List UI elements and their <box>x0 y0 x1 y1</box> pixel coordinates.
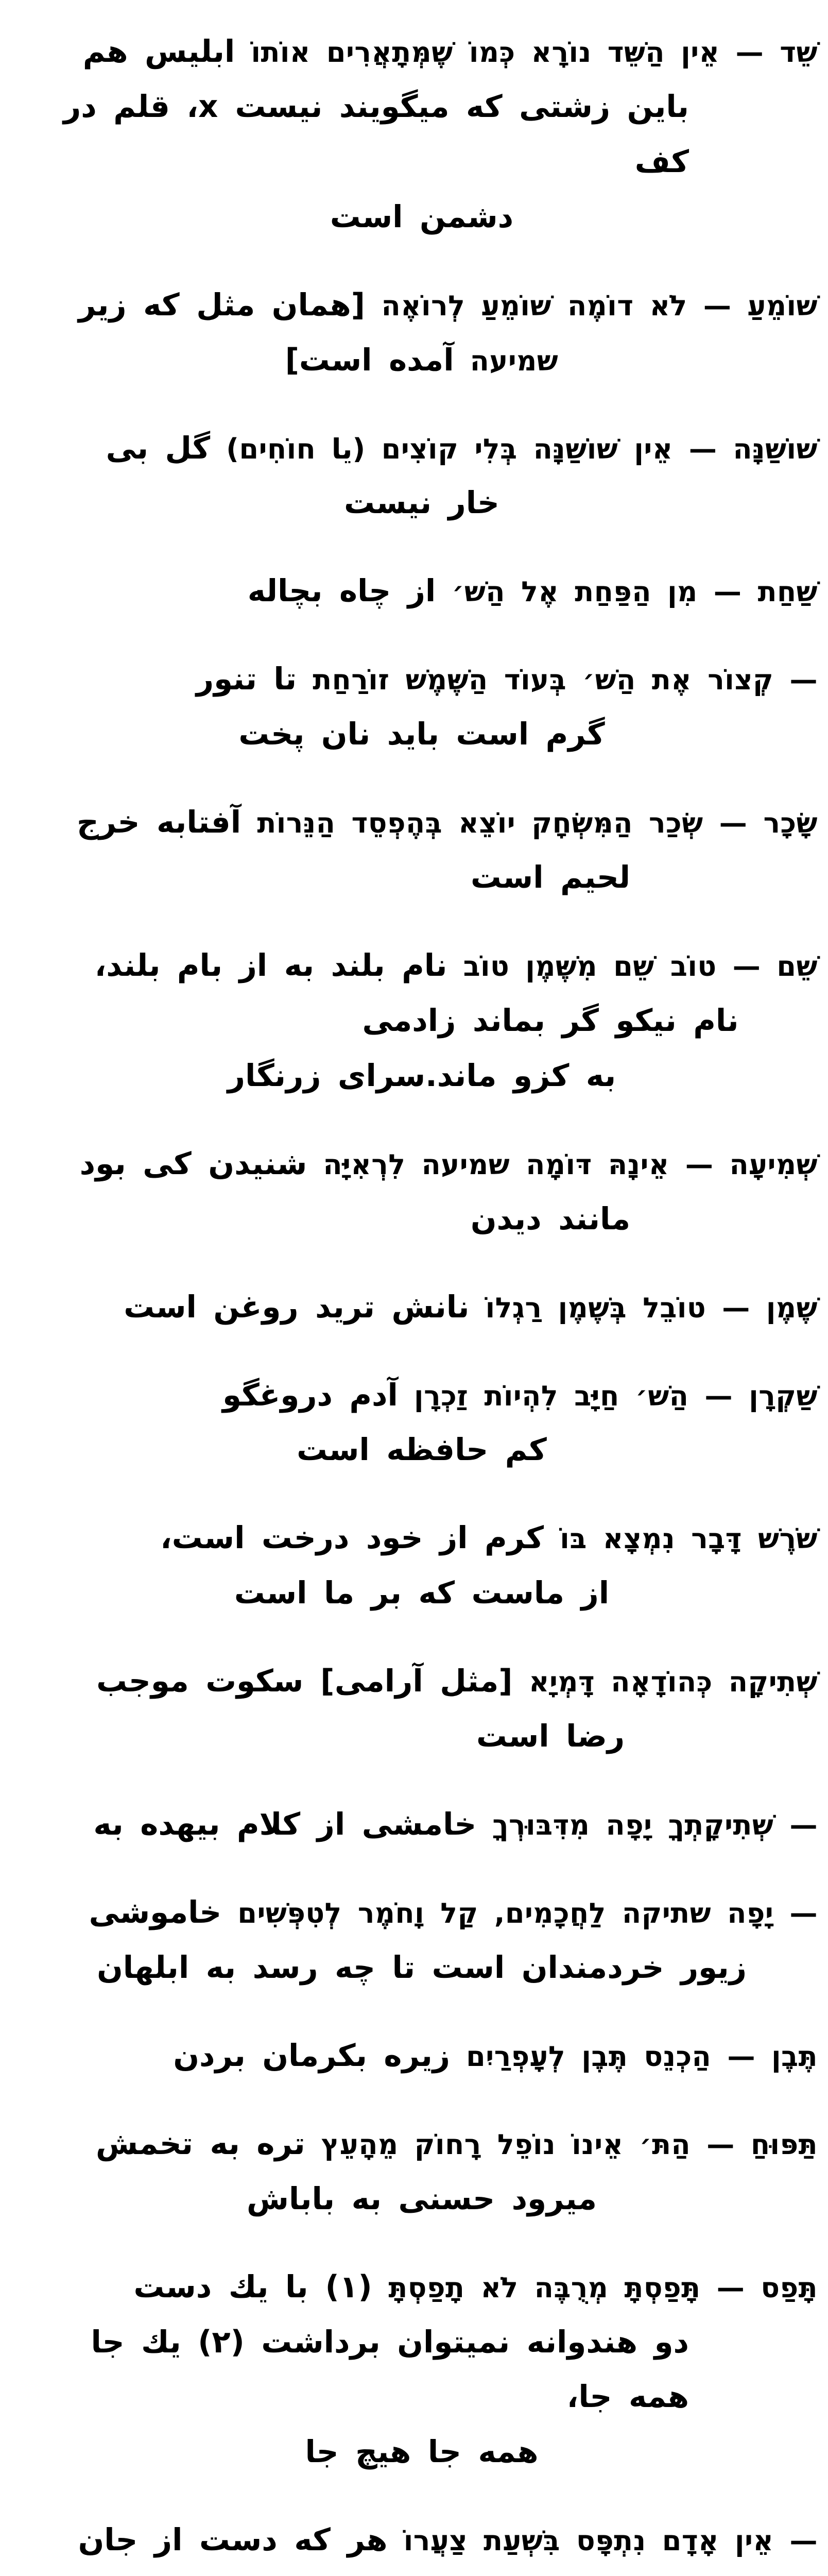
entry-line <box>26 939 818 994</box>
entry-line <box>26 333 818 388</box>
hebrew-text: שׁוֹמֵעַ — לֹא דוֹמֶה שׁוֹמֵעַ לְרוֹאֶה <box>381 289 818 322</box>
hebrew-text: שֵׁד — אֵין הַשֵּׁד נוֹרָא כְּמוֹ שֶׁמְּתָאֲרִים אוֹתוֹ <box>251 36 818 69</box>
entry-line <box>26 1423 818 1478</box>
hebrew-text: — יָפָה שתיקה לַחֲכָמִים, קַל וָחֹמֶר לְטִפְּשִׁים <box>237 1896 818 1929</box>
hebrew-text: — אֵין אָדָם נִתְפָּס בִּשְׁעַת צַעֲרוֹ <box>403 2524 818 2557</box>
hebrew-text: שְׁתִיקָה כְּהוֹדָאָה דָּמְיָא <box>529 1666 818 1699</box>
entry-line <box>26 2029 818 2084</box>
dictionary-entry <box>26 1368 818 1479</box>
hebrew-text: שֵׁם — טוֹב שֵׁם מִשֶּׁמֶן טוֹב <box>463 950 818 982</box>
entry-line <box>26 2425 818 2480</box>
dictionary-entry <box>26 2260 818 2481</box>
hebrew-text: תַּפּוּחַ — הַתּ׳ אֵינוֹ נוֹפֵל רָחוֹק מֵהָעֵץ <box>321 2128 818 2161</box>
persian-text: خامشى از كلام بيهده به <box>93 1807 477 1843</box>
entry-line <box>26 2117 818 2172</box>
dictionary-entry <box>26 564 818 619</box>
entry-line <box>26 795 818 851</box>
hebrew-text: שָׂכָר — שְׂכַר הַמִּשְׂחָק יוֹצֵא בְּהֶפְסֵד הַנֵּרוֹת <box>257 807 818 840</box>
persian-text: گل بى <box>106 430 211 466</box>
dictionary-entry <box>26 1511 818 1621</box>
entry-line <box>26 190 818 245</box>
persian-text: خار نيست <box>344 485 499 521</box>
persian-text: كم حافظه است <box>297 1432 547 1468</box>
hebrew-text: — שְׁתִיקָתְךָ יָפָה מִדִּבּוּרְךָ <box>492 1809 818 1842</box>
persian-text: تا تنور <box>196 662 297 698</box>
entry-line <box>26 1941 818 1996</box>
persian-text: كرم از خود درخت است، <box>160 1520 544 1556</box>
entry-line <box>154 851 828 906</box>
persian-text: باين زشتى كه ميگويند نيست x، قلم در كف <box>46 89 689 180</box>
persian-text: از چاه بچاله <box>247 573 436 609</box>
entry-line <box>26 1566 818 1621</box>
dictionary-entry <box>26 25 818 245</box>
entry-line <box>26 80 689 190</box>
hebrew-text: שַׁקְרָן — הַשׁ׳ חַיָּב לִהְיוֹת זַכְרָן <box>414 1379 818 1412</box>
dictionary-entry <box>26 1280 818 1335</box>
entry-line <box>26 278 818 333</box>
hebrew-text: תָּפַס — תָּפַסְתָּ מְרֻבֶּה לֹא תָפַסְתָּ <box>388 2271 818 2304</box>
hebrew-text: שמיעה <box>470 344 559 377</box>
entry-line <box>26 421 818 477</box>
hebrew-text: שֹׁרֶשׁ דָּבָר נִמְצָא בּוֹ <box>560 1522 818 1555</box>
persian-text: [مثل آرامى] سكوت موجب <box>96 1664 513 1700</box>
dictionary-entry <box>26 1886 818 1996</box>
dictionary-entry <box>26 1654 818 1765</box>
entry-line <box>26 1654 818 1709</box>
entry-line <box>26 564 818 619</box>
dictionary-entry <box>26 939 818 1104</box>
persian-text: نام نيكو گر بماند زادمى <box>362 1003 739 1039</box>
persian-text: دشمن است <box>330 199 514 235</box>
dictionary-entry <box>26 278 818 388</box>
entry-line <box>26 2172 818 2227</box>
persian-text: از ماست كه بر ما است <box>234 1575 610 1612</box>
entry-line <box>26 707 818 762</box>
persian-text: لحيم است <box>470 860 631 896</box>
persian-text: گرم است بايد نان پخت <box>238 717 605 753</box>
entry-line <box>26 1049 818 1104</box>
entry-line <box>26 2513 818 2568</box>
persian-text: به كزو ماند.سراى زرنگار <box>227 1058 616 1094</box>
entry-line <box>26 2568 818 2576</box>
entry-line <box>26 1886 818 1941</box>
persian-text: خاموشى <box>89 1894 222 1930</box>
hebrew-text: תֶּבֶן — הַכְנֵס תֶּבֶן לְעָפְרַיִם <box>466 2040 818 2073</box>
persian-text: مانند ديدن <box>470 1201 631 1237</box>
dictionary-entry <box>26 2513 818 2576</box>
persian-text: زيره بكرمان بردن <box>173 2038 450 2074</box>
entry-line <box>26 476 818 531</box>
persian-text: آمده است] <box>285 342 454 378</box>
entry-line <box>154 1709 828 1765</box>
persian-text: (۱) با يك دست <box>133 2269 373 2305</box>
dictionary-entry <box>26 795 818 906</box>
persian-text: ابليس هم <box>82 34 235 70</box>
entry-line <box>26 1511 818 1566</box>
hebrew-text: שֶׁמֶן — טוֹבֵל בְּשֶׁמֶן רַגְלוֹ <box>485 1291 818 1324</box>
persian-text: تره به تخمش <box>96 2126 305 2162</box>
entry-line <box>26 652 818 707</box>
dictionary-entry <box>26 421 818 532</box>
persian-text: شنيدن كى بود <box>79 1146 307 1182</box>
entry-line <box>26 1368 818 1423</box>
entry-line <box>154 994 828 1049</box>
dictionary-entry <box>26 652 818 762</box>
persian-text: زيور خردمندان است تا چه رسد به ابلهان <box>97 1950 747 1986</box>
persian-text: [همان مثل كه زير <box>78 287 366 323</box>
persian-text: نام بلند به از بام بلند، <box>94 947 447 984</box>
entry-line <box>26 1280 818 1335</box>
persian-text: هر كه دست از جان <box>78 2522 388 2558</box>
persian-text: نانش تريد روغن است <box>124 1289 470 1325</box>
persian-text: آفتابه خرج <box>76 805 242 841</box>
dictionary-entry <box>26 2029 818 2084</box>
hebrew-text: — קְצוֹר אֶת הַשׁ׳ בְּעוֹד הַשֶּׁמֶשׁ זוֹרַחַת <box>313 664 818 697</box>
dictionary-entry <box>26 1137 818 1247</box>
persian-text: دو هندوانه نميتوان برداشت (۲) يك جا همه جا، <box>74 2324 689 2415</box>
hebrew-text: שׁוֹשַׁנָּה — אֵין שׁוֹשַׁנָּה בְּלִי קוֹצִים (يا חוֹחִים) <box>226 432 818 465</box>
entry-line <box>154 1192 828 1247</box>
persian-text: رضا است <box>476 1719 625 1755</box>
persian-text: ميرود حسنى به باباش <box>246 2181 597 2217</box>
hebrew-text: שְׁמִיעָה — אֵינָהּ דּוֹמָה שמיעה לִרְאִיָּה <box>323 1148 818 1181</box>
persian-text: همه جا هيچ جا <box>305 2434 539 2470</box>
entry-line <box>26 2315 689 2426</box>
persian-text: آدم دروغگو <box>222 1377 398 1413</box>
entry-line <box>26 25 818 80</box>
entry-line <box>26 1798 818 1853</box>
entry-line <box>26 1137 818 1192</box>
hebrew-text: שַׁחַת — מִן הַפַּחַת אֶל הַשׁ׳ <box>452 575 818 608</box>
dictionary-entry <box>26 1798 818 1853</box>
entry-line <box>26 2260 818 2315</box>
dictionary-entry <box>26 2117 818 2227</box>
